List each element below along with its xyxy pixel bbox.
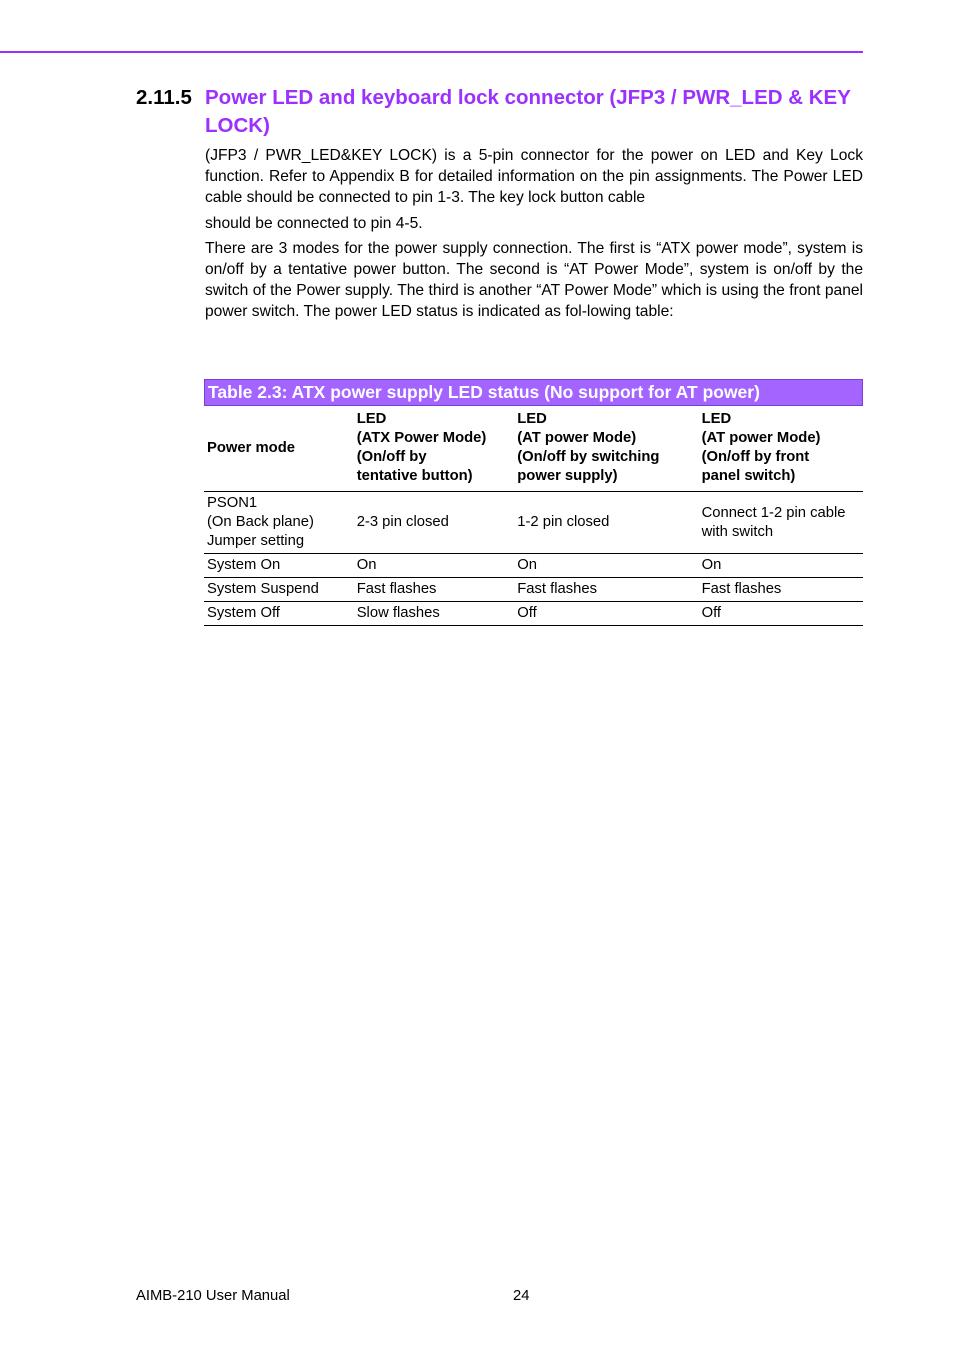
paragraph-power-modes: There are 3 modes for the power supply connection. The first is “ATX power mode”, system is on/off by a tentative power button. The second is “AT Power Mode”, system is on/off by the switch of the Power supply. The third is another “AT Power Mode” which is using the front panel power switch. The power LED status is indicated as fol-lowing table:	[205, 240, 863, 320]
table-cell: Slow flashes	[354, 602, 515, 626]
footer-manual-name: AIMB-210 User Manual	[136, 1288, 290, 1304]
header-power-mode: Power mode	[204, 406, 354, 492]
table-cell: System Suspend	[204, 578, 354, 602]
table-cell: Fast flashes	[354, 578, 515, 602]
table-cell: 1-2 pin closed	[514, 492, 698, 554]
led-status-table	[204, 406, 863, 626]
table-cell: Fast flashes	[514, 578, 698, 602]
table-header-row	[204, 406, 863, 492]
table-cell: System On	[204, 554, 354, 578]
table-caption: Table 2.3: ATX power supply LED status (No support for AT power)	[204, 379, 863, 406]
table-cell: Off	[699, 602, 863, 626]
paragraph-connector-description: (JFP3 / PWR_LED&KEY LOCK) is a 5-pin connector for the power on LED and Key Lock function. Refer to Appendix B for detailed information on the pin assignments. The Power LED cable should be connected to pin 1-3. The key lock button cable	[205, 147, 863, 206]
header-led-at-front: LED (AT power Mode) (On/off by front panel switch)	[699, 406, 863, 492]
table-row	[204, 578, 863, 602]
header-led-at-psu: LED (AT power Mode) (On/off by switching power supply)	[514, 406, 698, 492]
table-cell: On	[699, 554, 863, 578]
table-cell: PSON1 (On Back plane) Jumper setting	[204, 492, 354, 554]
table-cell: On	[354, 554, 515, 578]
table-cell: System Off	[204, 602, 354, 626]
table-cell: 2-3 pin closed	[354, 492, 515, 554]
table-cell: Off	[514, 602, 698, 626]
section-title: Power LED and keyboard lock connector (JFP3 / PWR_LED & KEY LOCK)	[205, 86, 851, 137]
table-cell: Connect 1-2 pin cable with switch	[699, 492, 863, 554]
table-row	[204, 602, 863, 626]
table-cell: Fast flashes	[699, 578, 863, 602]
table-cell: On	[514, 554, 698, 578]
table-row	[204, 492, 863, 554]
section-number: 2.11.5	[136, 86, 192, 109]
table-row	[204, 554, 863, 578]
footer-page-number: 24	[513, 1288, 530, 1304]
header-led-atx: LED (ATX Power Mode) (On/off by tentative button)	[354, 406, 515, 492]
paragraph-keylock-pins: should be connected to pin 4-5.	[205, 215, 423, 232]
header-rule	[0, 51, 863, 53]
